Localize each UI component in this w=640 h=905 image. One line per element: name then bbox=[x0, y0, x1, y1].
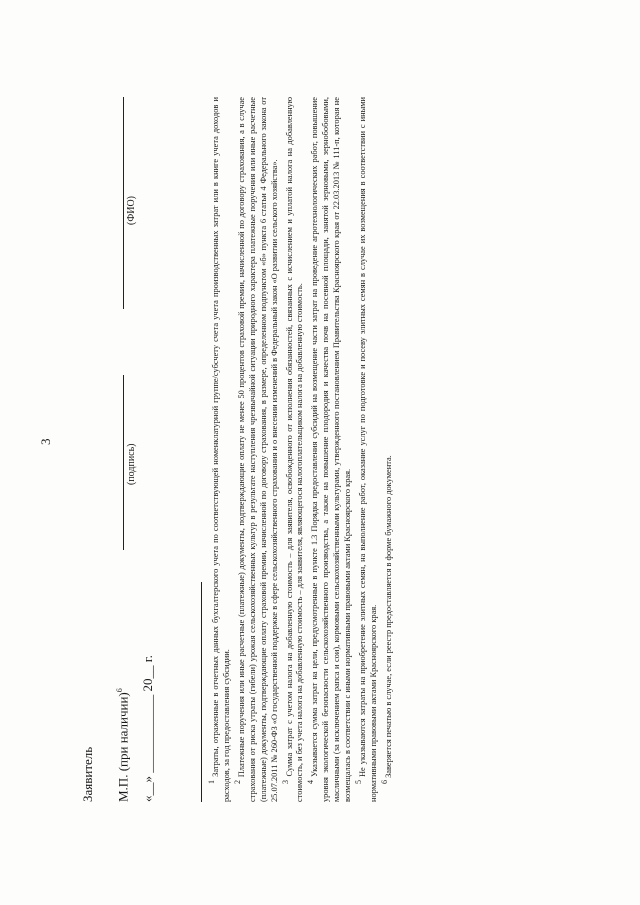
stamp-label bbox=[115, 688, 131, 802]
footnotes bbox=[206, 97, 394, 802]
footnote bbox=[379, 97, 394, 802]
footnote-ref: 4 bbox=[306, 780, 316, 784]
footnote-text: Платежные поручения или иные расчетные (платежные) документы, подтверждающие оплату не менее 50 процентов страховой премии, начисленной по договору страхования, а в случае страхования от риска утраты (гибели) урожая сельскохозяйственных культур в результате наступления чрезвычайной ситуации природного характера платежные поручения или иные расчетные (платежные) документы, подтверждающие оплату страховой премии, начисленной по договору страхования, в размере, определенном подпунктом «б» пункта 6 статьи 4 Федерального закона от 25.07.2011 № 260-ФЗ «О государственной поддержке в сфере сельскохозяйственного страхования и о внесении изменений в Федеральный закон «О развитии сельского хозяйства». bbox=[236, 97, 279, 802]
signature-caption: (подпись) bbox=[126, 443, 137, 485]
footnote bbox=[232, 97, 280, 802]
footnote bbox=[280, 97, 306, 802]
footnote-ref: 5 bbox=[354, 780, 364, 784]
date-line: «__» ____________ 20__ г. bbox=[140, 655, 155, 802]
signature-line bbox=[123, 375, 124, 550]
footnote-text: Затраты, отраженные в отчетных данных бухгалтерского учета по соответствующей номенклатурной группе/субсчету счета учета производственных затрат или в книге учета доходов и расходов, за год предоставления субсидии. bbox=[210, 97, 231, 802]
footnote-separator bbox=[201, 582, 202, 802]
applicant-label: Заявитель bbox=[80, 746, 95, 802]
footnote bbox=[353, 97, 379, 802]
name-caption: (ФИО) bbox=[126, 195, 137, 225]
footnote-text: Указывается сумма затрат на цели, предусмотренные в пункте 1.3 Порядка предоставления субсидий на возмещение части затрат на проведение агротехнологических работ, повышение уровня экологической безопасности сельскохозяйственного производства, а также на повышение плодородия и качества почв на посевной площади, занятой зерновыми, зернобобовыми, масличными (за исключением рапса и сои), кормовыми сельскохозяйственными культурами, утвержденного постановлением Правительства Красноярского края от 22.03.2013 № 111-п, которая не возмещалась в соответствии с иными нормативными правовыми актами Красноярского края. bbox=[310, 97, 353, 802]
footnote bbox=[305, 97, 353, 802]
footnote bbox=[206, 97, 232, 802]
footnote-ref: 1 bbox=[207, 780, 216, 784]
footnote-ref: 3 bbox=[280, 780, 290, 784]
footnote-ref: 6 bbox=[379, 780, 389, 784]
footnote-ref: 2 bbox=[232, 780, 242, 784]
page-number: 3 bbox=[38, 438, 53, 445]
footnote-text: Сумма затрат с учетом налога на добавленную стоимость – для заявителя, освобожденного от исполнения обязанностей, связанных с исчислением и уплатой налога на добавленную стоимость, и без учета налога на добавленную стоимость – для заявителя, являющегося налогоплательщиком налога на добавленную стоимость. bbox=[284, 97, 305, 802]
name-line bbox=[123, 97, 124, 309]
stamp-footnote-ref: 6 bbox=[115, 688, 124, 693]
stamp-label-text: М.П. (при наличии) bbox=[115, 692, 131, 802]
footnote-text: Не указываются затраты на приобретение элитных семян, на выполнение работ, оказание услуг по подготовке и посеву элитных семян в случае их возмещения в соответствии с иными нормативными правовыми актами Красноярского края. bbox=[357, 97, 378, 802]
footnote-text: Заверяется печатью в случае, если реестр предоставляется в форме бумажного документа. bbox=[383, 455, 393, 778]
